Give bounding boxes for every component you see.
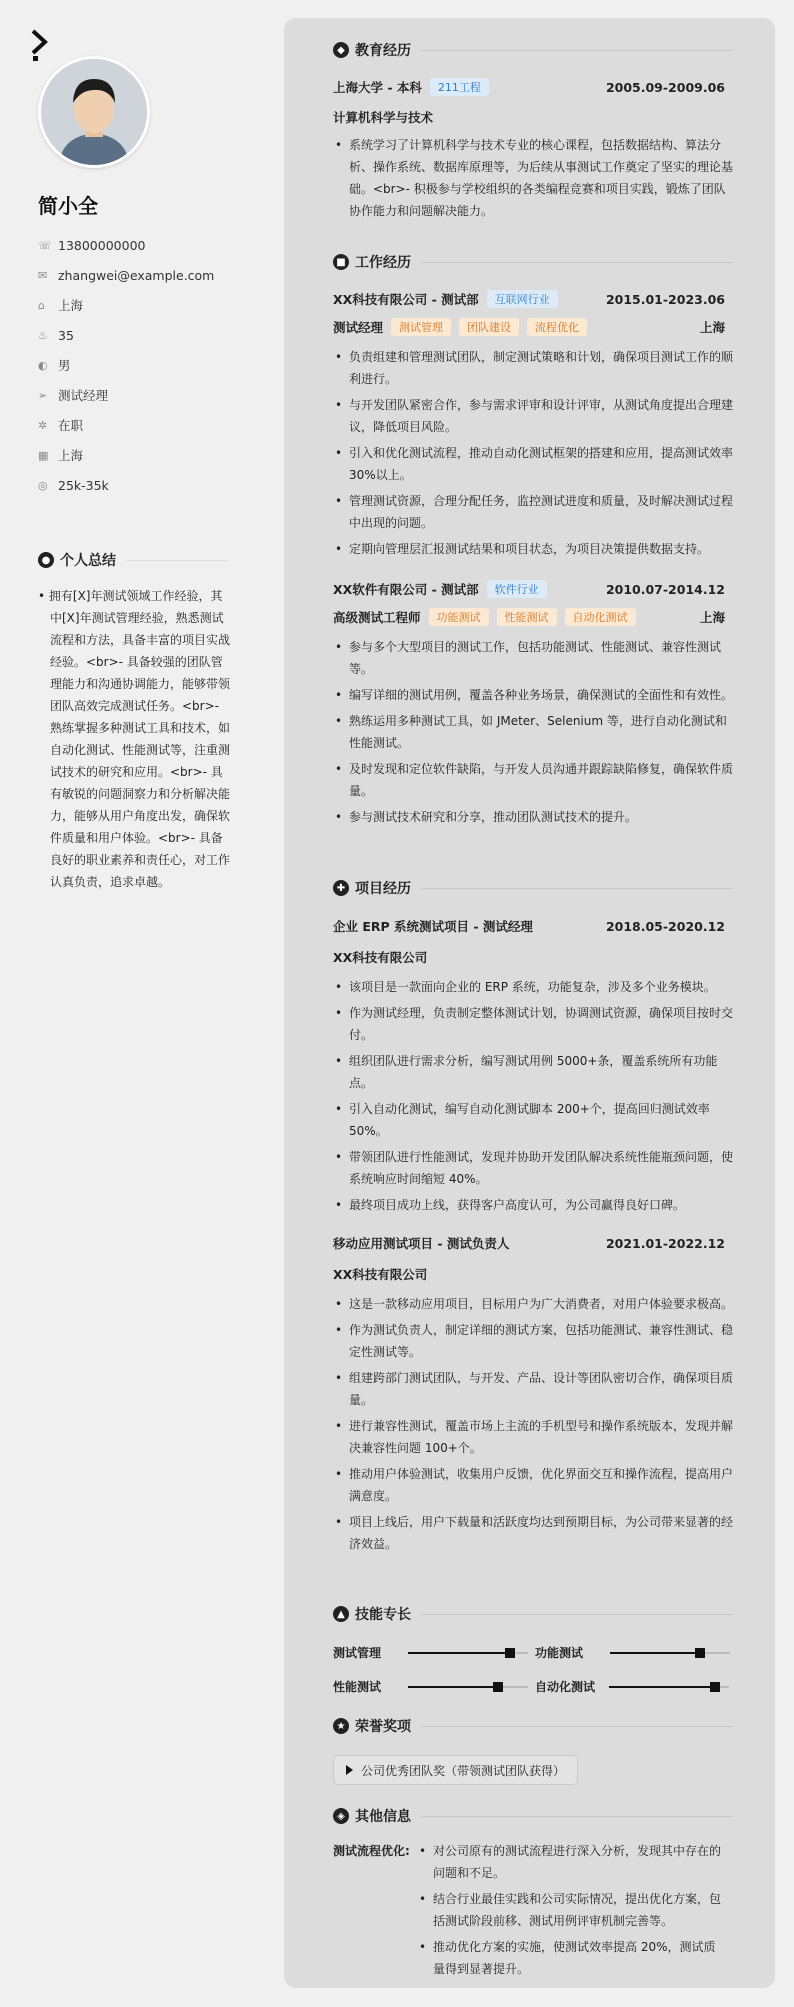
age-row [38,320,214,350]
summary-text-content: 拥有[X]年测试领域工作经验，其中[X]年测试管理经验，熟悉测试流程和方法，具备丰富的项目实战经验。<br>- 具备较强的团队管理能力和沟通协调能力，能够带领团队高效完成测试任务。<br>- 熟练掌握多种测试工具和技术，如自动化测试、性能测试等，注重测试技术的研究和应用。<br>- 具有敏锐的问题洞察力和分析解决能力，能够从用户角度出发，确保软件质量和用户体验。<br>- 具备良好的职业素养和责任心，对工作认真负责，追求卓越。 [48,589,231,889]
work-title: 工作经历 [355,255,411,271]
divider [421,262,733,263]
email-row [38,260,214,290]
project-bullets [333,1293,733,1559]
phone-icon: ☏ [38,238,52,252]
cake-icon: ♨ [38,328,48,342]
list-item: • 参与测试技术研究和分享，推动团队测试技术的提升。 [333,806,733,828]
play-icon [346,1765,353,1775]
city-row [38,440,214,470]
email-icon: ✉ [38,268,48,282]
list-item: • 负责组建和管理测试团队，制定测试策略和计划，确保项目测试工作的顺利进行。 [333,346,733,390]
salary-value: 25k-35k [58,477,109,493]
award-text: 公司优秀团队奖（带领测试团队获得） [361,1763,566,1778]
skill-tag: 团队建设 [459,318,519,336]
skill-tag: 流程优化 [527,318,587,336]
home-icon: ⌂ [38,298,45,312]
industry-tag: 互联网行业 [487,290,558,308]
gender-icon: ◐ [38,358,48,372]
skill-name: 测试管理 [333,1646,382,1660]
divider [421,1726,733,1727]
skill-bar-fill [610,1652,700,1654]
list-item: • 编写详细的测试用例，覆盖各种业务场景，确保测试的全面性和有效性。 [333,684,733,706]
project-date: 2018.05-2020.12 [605,918,725,934]
other-title: 其他信息 [355,1809,411,1825]
briefcase-icon: ■ [333,254,349,270]
skill-bar-fill [408,1652,510,1654]
contact-info [38,230,214,500]
award-icon: ★ [333,1718,349,1734]
job-row [333,580,725,598]
project-row [333,917,725,935]
skill-item [333,1678,528,1695]
project-company: XX科技有限公司 [333,950,428,965]
list-item: • 该项目是一款面向企业的 ERP 系统，功能复杂，涉及多个业务模块。 [333,976,733,998]
skill-item [333,1644,528,1661]
job-date: 2015.01-2023.06 [605,291,725,307]
company-name: XX软件有限公司 - 测试部 [333,582,479,597]
project-company: XX科技有限公司 [333,1267,428,1282]
skill-item [535,1644,730,1661]
awards-heading [333,1716,733,1736]
hometown-value: 上海 [58,298,84,313]
school-name: 上海大学 - 本科 [333,80,422,95]
list-item: • 结合行业最佳实践和公司实际情况，提出优化方案，包括测试阶段前移、测试用例评审机制完善等。 [417,1888,727,1932]
skill-tag: 功能测试 [429,608,489,626]
list-item: • 熟练运用多种测试工具，如 JMeter、Selenium 等，进行自动化测试和性能测试。 [333,710,733,754]
job-title-row [38,380,214,410]
work-heading [333,252,733,272]
job-city: 上海 [699,610,725,625]
project-bullets [333,976,733,1220]
job-row [333,290,725,308]
job-date: 2010.07-2014.12 [605,581,725,597]
graduation-cap-icon: ◆ [333,42,349,58]
gear-icon: ✲ [38,418,48,432]
job-role: 高级测试工程师 [333,610,421,625]
job-role-row [333,318,725,336]
list-item: • 带领团队进行性能测试，发现并协助开发团队解决系统性能瓶颈问题，使系统响应时间缩短 40%。 [333,1146,733,1190]
list-item: • 对公司原有的测试流程进行深入分析，发现其中存在的问题和不足。 [417,1840,727,1884]
major: 计算机科学与技术 [333,110,434,125]
skills-heading [333,1604,733,1624]
project-date: 2021.01-2022.12 [605,1235,725,1251]
other-bullets [417,1840,727,1984]
education-heading [333,40,733,60]
other-label: 测试流程优化: [333,1844,410,1858]
awards-title: 荣誉奖项 [355,1719,411,1735]
skill-name: 性能测试 [333,1680,382,1694]
status-value: 在职 [58,418,84,433]
gender-value: 男 [58,358,71,373]
skill-bar [408,1686,528,1688]
send-icon: ➢ [38,388,48,402]
skill-bar-knob [505,1648,515,1658]
job-bullets [333,636,733,832]
skill-bar-knob [695,1648,705,1658]
user-icon: ● [38,552,54,568]
projects-heading [333,878,733,898]
skill-bar-knob [493,1682,503,1692]
skill-bar [610,1652,730,1654]
list-item: • 作为测试经理，负责制定整体测试计划，协调测试资源，确保项目按时交付。 [333,1002,733,1046]
education-bullets [333,134,733,226]
summary-text: • 拥有[X]年测试领域工作经验，其中[X]年测试管理经验，熟悉测试流程和方法，具备丰富的项目实战经验。<br>- 具备较强的团队管理能力和沟通协调能力，能够带领团队高效完成测试任务。<br>- 熟练掌握多种测试工具和技术，如自动化测试、性能测试等，注重测试技术的研究和应用。<br>- 具有敏锐的问题洞察力和分析解决能力，能够从用户角度出发，确保软件质量和用户体验。<br>- 具备良好的职业素养和责任心，对工作认真负责，追求卓越。 [38,589,231,889]
profile-name: 简小全 [38,194,98,218]
job-title-value: 测试经理 [58,388,109,403]
list-item: • 管理测试资源，合理分配任务，监控测试进度和质量，及时解决测试过程中出现的问题。 [333,490,733,534]
skill-name: 功能测试 [535,1646,584,1660]
avatar [38,56,150,168]
brand-logo-icon [30,28,52,62]
job-bullets [333,346,733,564]
skills-title: 技能专长 [355,1607,411,1623]
job-city: 上海 [699,320,725,335]
other-heading [333,1806,733,1826]
gender-row [38,350,214,380]
list-item: • 这是一款移动应用项目，目标用户为广大消费者，对用户体验要求极高。 [333,1293,733,1315]
phone-value: 13800000000 [58,237,146,253]
skill-bar [609,1686,729,1688]
list-item: • 参与多个大型项目的测试工作，包括功能测试、性能测试、兼容性测试等。 [333,636,733,680]
award-item[interactable] [333,1755,578,1785]
skill-name: 自动化测试 [535,1680,596,1694]
divider [421,1816,733,1817]
skill-bar-knob [710,1682,720,1692]
list-item: • 组织团队进行需求分析，编写测试用例 5000+条，覆盖系统所有功能点。 [333,1050,733,1094]
job-role: 测试经理 [333,320,384,335]
skill-bar-fill [609,1686,715,1688]
divider [421,888,733,889]
city-value: 上海 [58,448,84,463]
list-item: • 系统学习了计算机科学与技术专业的核心课程，包括数据结构、算法分析、操作系统、数据库原理等，为后续从事测试工作奠定了坚实的理论基础。<br>- 积极参与学校组织的各类编程竞赛和项目实践，锻炼了团队协作能力和问题解决能力。 [333,134,733,222]
project-name: 企业 ERP 系统测试项目 - 测试经理 [333,919,533,934]
skill-bar [408,1652,528,1654]
building-icon: ▦ [38,448,49,462]
list-item: • 项目上线后，用户下载量和活跃度均达到预期目标，为公司带来显著的经济效益。 [333,1511,733,1555]
skill-tag: 性能测试 [497,608,557,626]
education-date: 2005.09-2009.06 [605,79,725,95]
status-row [38,410,214,440]
skill-bar-fill [408,1686,498,1688]
list-item: • 推动用户体验测试，收集用户反馈，优化界面交互和操作流程，提高用户满意度。 [333,1463,733,1507]
skill-item [535,1678,729,1695]
list-item: • 引入自动化测试，编写自动化测试脚本 200+个，提高回归测试效率 50%。 [333,1098,733,1142]
projects-title: 项目经历 [355,881,411,897]
project-name: 移动应用测试项目 - 测试负责人 [333,1236,510,1251]
project-row [333,1234,725,1252]
email-value: zhangwei@example.com [58,267,215,283]
industry-tag: 软件行业 [487,580,547,598]
list-item: • 与开发团队紧密合作，参与需求评审和设计评审，从测试角度提出合理建议，降低项目风险。 [333,394,733,438]
skill-tag: 自动化测试 [565,608,636,626]
list-item: • 推动优化方案的实施，使测试效率提高 20%，测试质量得到显著提升。 [417,1936,727,1980]
education-title: 教育经历 [355,43,411,59]
phone-row [38,230,214,260]
divider [126,560,228,561]
age-value: 35 [58,327,74,343]
list-item: • 进行兼容性测试，覆盖市场上主流的手机型号和操作系统版本，发现并解决兼容性问题 100+个。 [333,1415,733,1459]
grid-icon: ✚ [333,880,349,896]
divider [421,1614,733,1615]
list-item: • 最终项目成功上线，获得客户高度认可，为公司赢得良好口碑。 [333,1194,733,1216]
hometown-row [38,290,214,320]
summary-heading [38,550,228,570]
money-icon: ◎ [38,478,48,492]
info-icon: ◈ [333,1808,349,1824]
list-item: • 组建跨部门测试团队，与开发、产品、设计等团队密切合作，确保项目质量。 [333,1367,733,1411]
list-item: • 引入和优化测试流程，推动自动化测试框架的搭建和应用，提高测试效率 30%以上。 [333,442,733,486]
chart-icon: ▲ [333,1606,349,1622]
summary-title: 个人总结 [60,553,116,569]
divider [421,50,733,51]
list-item: • 作为测试负责人，制定详细的测试方案，包括功能测试、兼容性测试、稳定性测试等。 [333,1319,733,1363]
skill-tag: 测试管理 [391,318,451,336]
list-item: • 定期向管理层汇报测试结果和项目状态，为项目决策提供数据支持。 [333,538,733,560]
salary-row [38,470,214,500]
company-name: XX科技有限公司 - 测试部 [333,292,479,307]
list-item: • 及时发现和定位软件缺陷，与开发人员沟通并跟踪缺陷修复，确保软件质量。 [333,758,733,802]
education-row [333,78,725,96]
job-role-row [333,608,725,626]
school-tag: 211工程 [430,78,489,96]
